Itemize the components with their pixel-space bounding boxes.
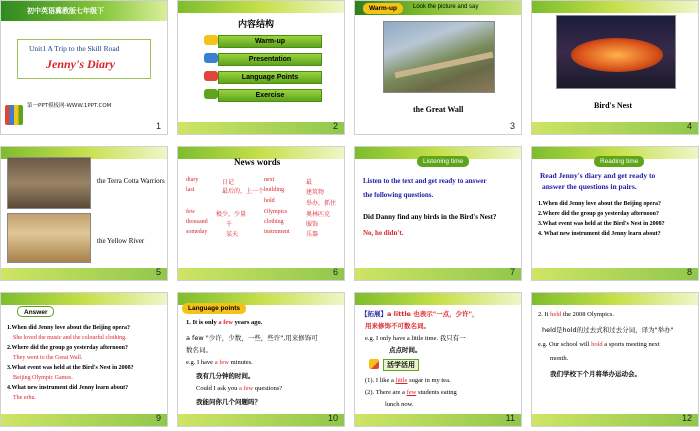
answer-text: No, he didn't. [363,229,404,237]
bottom-bar [532,268,698,280]
text-line: month. [550,355,569,362]
word-en: instrument [264,229,290,235]
section-badge: Answer [17,306,54,317]
slide-number: 1 [155,121,161,131]
answer-item: They went to the Great Wall. [13,355,83,361]
slide-number: 6 [332,267,338,277]
bottom-bar [532,414,698,426]
top-bar [355,293,521,305]
text-line: 【拓展】a little 也表示"一点，少许"， [361,310,479,318]
question-item: 1.When did Jenny love about the Beijing opera? [7,325,131,331]
word-zh: 最后的，上一个 [222,188,265,195]
word-en: last [186,187,195,193]
bottom-bar [178,122,344,134]
slide-thumbnail-6[interactable] [177,146,345,281]
answer-item: She loved the music and the colourful clothing. [13,335,127,341]
text-line: 1. It is only a few years ago. [186,319,263,326]
bottom-bar [355,268,521,280]
instruction-line-2: the following questions. [363,191,434,199]
slide-number: 3 [509,121,515,131]
slide-number: 2 [332,121,338,131]
word-en: diary [186,177,199,183]
text-line: e.g. Our school will hold a sports meeting next [538,341,660,348]
bottom-bar [1,414,167,426]
slide-thumbnail-12[interactable] [531,292,699,427]
instruction-line-1: Read Jenny's diary and get ready to [540,171,656,180]
slide-thumbnail-11[interactable] [354,292,522,427]
text-line: 数名词。 [186,346,212,354]
slide-number: 4 [686,121,692,131]
word-zh: 奥林匹克 [306,211,331,218]
menu-item-presentation[interactable]: Presentation [218,53,322,66]
question-item: 2.Where did the group go yesterday afternoon? [7,345,128,351]
slide-thumbnail-1[interactable] [0,0,168,135]
slide-thumbnail-8[interactable] [531,146,699,281]
exercise-line: lunch now. [385,401,414,408]
section-badge: Listening time [417,156,469,167]
slide-number: 7 [509,267,515,277]
word-en: few [186,209,195,215]
bottom-bar [355,414,521,426]
folder-icon [204,53,218,63]
answer-item: The erhu. [13,395,36,401]
photo-caption: the Great Wall [413,105,464,114]
slide-thumbnail-3[interactable] [354,0,522,135]
question-item: 4. What new instrument did Jenny learn about? [538,231,661,237]
word-en: thousand [186,219,208,225]
word-zh: 乐器 [306,231,319,238]
word-en: hold [264,198,275,204]
slide-thumbnail-4[interactable] [531,0,699,135]
terra-cotta-photo [7,157,91,209]
question-item: 3.What event was held at the Bird's Nest in 2008? [7,365,134,371]
unit-title: Unit1 A Trip to the Skill Road [29,44,120,53]
exercise-line: (1). I like a little sugar in my tea. [365,377,451,384]
text-line: 点点时间。 [389,346,422,354]
word-zh: 日记 [222,179,235,186]
question-text: Did Danny find any birds in the Bird's Nest? [363,213,497,221]
menu-item-warm-up[interactable]: Warm-up [218,35,322,48]
great-wall-photo [383,21,495,93]
birds-nest-photo [556,15,676,89]
pencil-icon [369,359,379,369]
answer-item: Beijing Olympic Games. [13,375,73,381]
instruction-line-1: Listen to the text and get ready to answer [363,177,487,185]
books-icon [5,105,23,125]
slide-number: 11 [505,413,515,423]
bottom-bar [1,268,167,280]
practice-label: 活学活用 [383,359,419,371]
folder-icon [204,35,218,45]
slide-number: 5 [155,267,161,277]
section-badge: Reading time [594,156,644,167]
word-zh: 千 [226,221,233,228]
folder-icon [204,71,218,81]
instruction-line-2: answer the questions in pairs. [542,182,637,191]
word-zh: 某天 [226,231,239,238]
question-item: 4.What new instrument did Jenny learn about? [7,385,129,391]
section-badge: Warm-up [363,3,403,14]
word-zh: 建筑物 [306,189,325,196]
text-line: e.g. I only have a little time. 我只有一 [365,335,466,342]
slide-thumbnail-2[interactable] [177,0,345,135]
photo-caption-1: the Terra Cotta Warriors [97,177,165,185]
word-zh: 最 [306,179,313,186]
exercise-line: (2). There are a few students eating [365,389,457,396]
bottom-bar [178,268,344,280]
menu-item-language-points[interactable]: Language Points [218,71,322,84]
slide-thumbnail-7[interactable] [354,146,522,281]
slide-heading: 内容结构 [238,20,275,30]
top-bar [1,293,167,305]
footer-text: 第一PPT模板网-WWW.1PPT.COM [27,103,112,109]
text-line: 我能问你几个问题吗？ [196,398,261,406]
folder-icon [204,89,218,99]
text-line: Could I ask you a few questions? [196,385,283,392]
text-line: a few "少许，少数，一些，些许",用来修饰可 [186,334,318,342]
menu-item-exercise[interactable]: Exercise [218,89,322,102]
bottom-bar [532,122,698,134]
lesson-title: Jenny's Diary [46,57,115,71]
question-item: 1.When did Jenny love about the Beijing opera? [538,201,662,207]
slide-thumbnail-10[interactable] [177,292,345,427]
slide-number: 9 [155,413,161,423]
yellow-river-photo [7,213,91,263]
word-en: clothing [264,219,284,225]
text-line: 我们学校下个月将举办运动会。 [550,370,641,378]
word-zh: 极少，少量 [216,211,247,218]
slide-number: 12 [681,413,692,423]
photo-caption: Bird's Nest [594,101,632,110]
book-title: 初中英语冀教版七年级下 [27,7,104,15]
top-bar [532,1,698,13]
text-line: 用来修饰不可数名词。 [365,322,430,330]
question-item: 2.Where did the group go yesterday afternoon? [538,211,659,217]
slide-thumbnail-5[interactable] [0,146,168,281]
slide-number: 10 [327,413,338,423]
bottom-bar [178,414,344,426]
word-zh: 举办，抓住 [306,200,337,207]
word-en: building [264,187,285,193]
top-bar [532,293,698,305]
text-line: 我有几分钟的时间。 [196,372,255,380]
photo-caption-2: the Yellow River [97,237,145,245]
text-line: 2. It held the 2008 Olympics. [538,311,615,318]
slide-heading: News words [234,157,281,167]
word-zh: 服饰 [306,221,319,228]
slide-thumbnail-9[interactable] [0,292,168,427]
question-item: 3.What event was held at the Bird's Nest in 2008? [538,221,665,227]
text-line: held是hold的过去式和过去分词，译为"举办" [542,326,674,334]
text-line: e.g. I have a few minutes. [186,359,253,366]
slide-number: 8 [686,267,692,277]
word-en: Olympics [264,209,288,215]
instruction-text: Look the picture and say [413,4,479,10]
section-badge: Language points [182,303,246,314]
word-en: next [264,177,275,183]
word-en: someday [186,229,208,235]
top-bar [178,1,344,13]
